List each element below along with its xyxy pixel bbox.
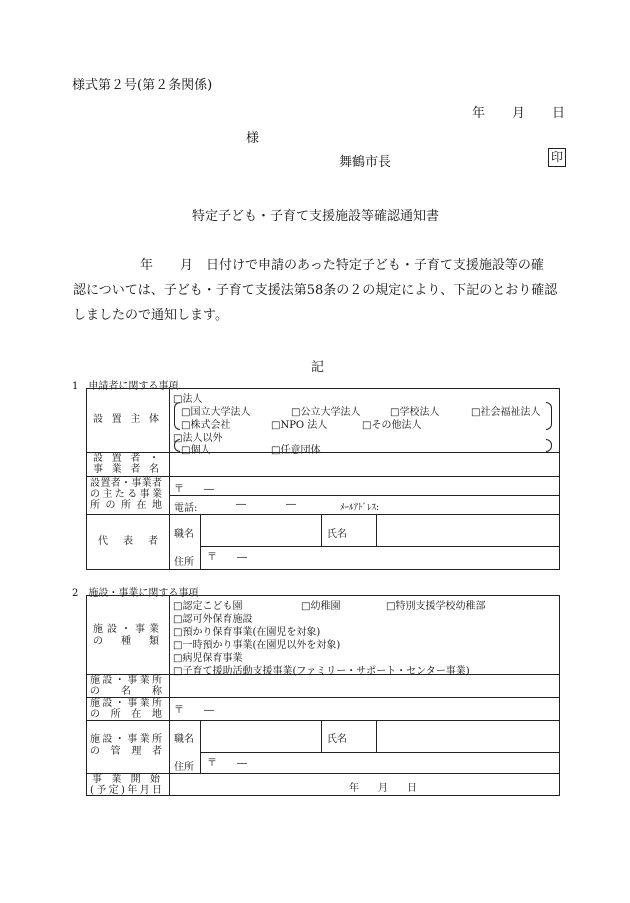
tel-dash-2: ― [286, 499, 296, 510]
mgr-residence-label: 住所 [174, 762, 194, 773]
mgr-residence-postal[interactable]: 〒 ― [207, 758, 247, 769]
addr-label-1: 設置者・事業者 [90, 478, 162, 489]
fac-loc-label-1: 施設・事業所 [90, 698, 162, 709]
type-special-support[interactable]: □特別支援学校幼稚部 [386, 601, 486, 612]
date-day: 日 [552, 106, 566, 121]
fac-postal[interactable]: 〒 ― [174, 705, 214, 716]
corp-checkbox[interactable]: □法人 [173, 394, 203, 405]
opt-individual[interactable]: □個人 [181, 445, 211, 456]
opt-voluntary-group[interactable]: □任意団体 [271, 445, 321, 456]
sender: 舞鶴市長 [339, 155, 392, 170]
mgr-label-2: の管理者 [90, 746, 162, 757]
seal-mark: 印 [548, 148, 566, 167]
addr-postal[interactable]: 〒 ― [174, 484, 214, 495]
opt-national-univ[interactable]: □国立大学法人 [181, 407, 251, 418]
type-label-1: 施設・事業 [93, 624, 159, 635]
mail-label: ﾒｰﾙｱﾄﾞﾚｽ: [340, 503, 380, 513]
tel-label: 電話: [174, 503, 198, 514]
type-azukari[interactable]: □預かり保育事業(在園児を対象) [173, 627, 321, 638]
section1-title: 1 申請者に関する事項 [72, 381, 179, 392]
start-label-2: (予定)年月日 [90, 785, 162, 796]
addressee-suffix: 様 [246, 131, 260, 146]
fac-loc-label-2: の所在地 [90, 709, 162, 720]
setchisha-label-1: 設置者・ [93, 453, 159, 464]
setchisha-label-2: 事業者名 [93, 464, 159, 475]
addr-label-3: 所の所在地 [90, 500, 162, 511]
rep-label: 代表者 [98, 536, 158, 547]
type-sick-child[interactable]: □病児保育事業 [173, 653, 243, 664]
type-ichiji-azukari[interactable]: □一時預かり事業(在園児以外を対象) [173, 640, 341, 651]
date-month: 月 [512, 106, 526, 121]
opt-social-welfare[interactable]: □社会福祉法人 [471, 407, 541, 418]
tel-dash-1: ― [236, 499, 246, 510]
start-label-1: 事業開始 [92, 774, 160, 785]
start-month: 月 [378, 783, 388, 794]
type-unlicensed-daycare[interactable]: □認可外保育施設 [173, 614, 253, 625]
mgr-post-label: 職名 [174, 734, 194, 745]
fac-name-label-1: 施設・事業所 [90, 675, 162, 686]
ki-heading: 記 [311, 360, 325, 375]
setchi-label: 設置主体 [93, 414, 159, 425]
noncorp-checkbox[interactable]: □法人以外 [173, 433, 223, 444]
mgr-label-1: 施設・事業所 [90, 734, 162, 745]
start-day: 日 [407, 783, 417, 794]
fac-name-label-2: の 名 称 [90, 686, 162, 697]
rep-residence-label: 住所 [174, 557, 194, 568]
opt-other-corp[interactable]: □その他法人 [362, 420, 422, 431]
body-month: 月 [180, 258, 194, 273]
type-nintei-kodomoen[interactable]: □認定こども園 [173, 601, 243, 612]
mgr-name-label: 氏名 [327, 734, 347, 745]
type-family-support[interactable]: □子育て援助活動支援事業(ファミリー・サポート・センター事業) [173, 666, 470, 677]
type-label-2: の 種 類 [93, 636, 159, 647]
rep-residence-postal[interactable]: 〒 ― [207, 552, 247, 563]
type-kindergarten[interactable]: □幼稚園 [301, 601, 341, 612]
body-line1: 日付けで申請のあった特定子ども・子育て支援施設等の確 [206, 258, 544, 273]
body-line3: しましたので通知します。 [73, 308, 228, 323]
opt-school-corp[interactable]: □学校法人 [390, 407, 440, 418]
opt-public-univ[interactable]: □公立大学法人 [291, 407, 361, 418]
rep-post-label: 職名 [174, 529, 194, 540]
rep-name-label: 氏名 [327, 529, 347, 540]
opt-npo[interactable]: □NPO 法人 [271, 420, 328, 431]
document-title: 特定子ども・子育て支援施設等確認通知書 [192, 209, 440, 224]
opt-stock-company[interactable]: □株式会社 [181, 420, 231, 431]
body-line2: 認については、子ども・子育て支援法第58条の２の規定により、下記のとおり確認 [73, 283, 558, 298]
body-year: 年 [140, 258, 154, 273]
addr-label-2: の主たる事業 [90, 489, 162, 500]
form-number: 様式第２号(第２条関係) [72, 78, 213, 93]
date-year: 年 [472, 106, 486, 121]
start-year: 年 [349, 783, 359, 794]
section2-title: 2 施設・事業に関する事項 [72, 588, 199, 599]
